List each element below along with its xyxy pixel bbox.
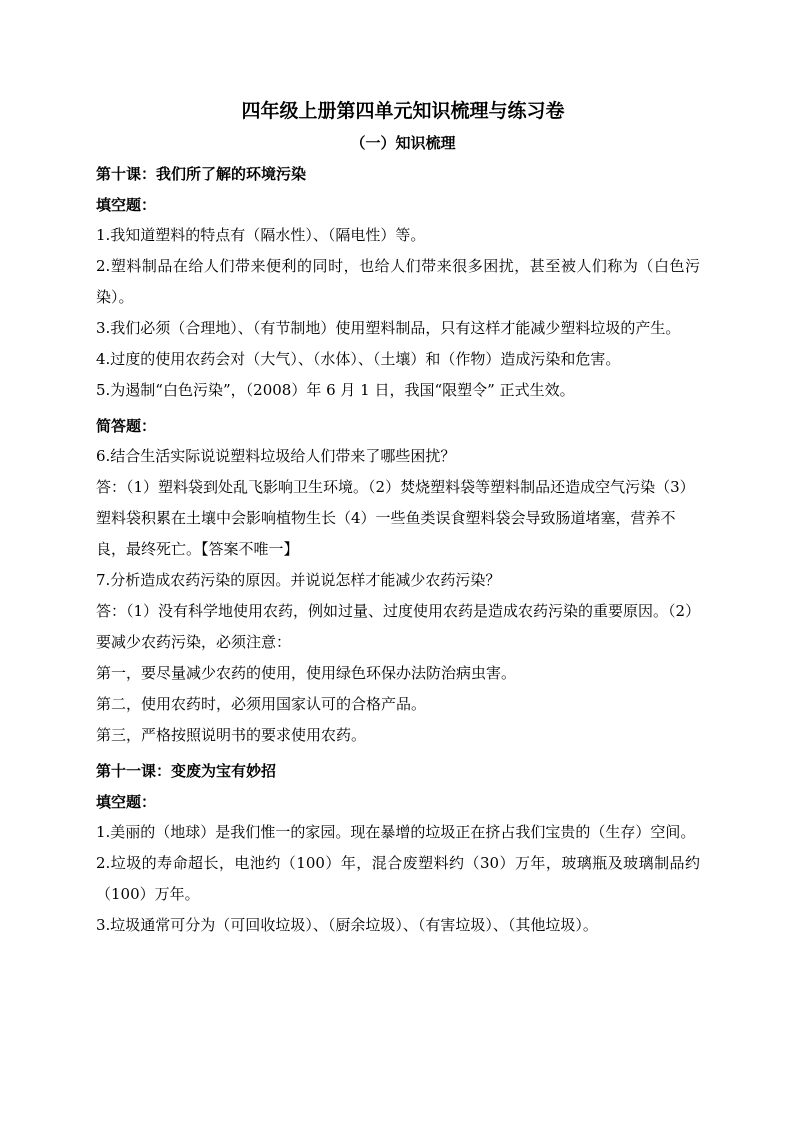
- lesson-10-fill-label: 填空题：: [96, 196, 157, 214]
- lesson-10-heading: 第十课：我们所了解的环境污染: [96, 165, 307, 183]
- lesson-10-short-answer-label: 简答题：: [96, 417, 157, 435]
- answer-7-part-2: 第一，要尽量减少农药的使用，使用绿色环保办法防治病虫害。: [96, 664, 517, 682]
- lesson-10-fill-item-1: 1.我知道塑料的特点有（隔水性）、（隔电性）等。: [96, 226, 426, 244]
- question-7: 7.分析造成农药污染的原因。并说说怎样才能减少农药污染？: [96, 571, 501, 589]
- document-body: [96, 98, 700, 941]
- answer-7-part-4: 第三，严格按照说明书的要求使用农药。: [96, 726, 367, 744]
- lesson-10-fill-item-3: 3.我们必须（合理地）、（有节制地）使用塑料制品，只有这样才能减少塑料垃圾的产生。: [96, 319, 681, 337]
- answer-7-part-3: 第二，使用农药时，必须用国家认可的合格产品。: [96, 695, 427, 713]
- answer-7-part-1: 答：（1）没有科学地使用农药，例如过量、过度使用农药是造成农药污染的重要原因。（2）要减少农药污染，必须注意：: [96, 602, 693, 651]
- page-subtitle: （一）知识梳理: [350, 134, 456, 152]
- lesson-11-fill-item-2: 2.垃圾的寿命超长，电池约（100）年，混合废塑料约（30）万年，玻璃瓶及玻璃制品约（100）万年。: [96, 854, 700, 903]
- lesson-11-heading: 第十一课：变废为宝有妙招: [96, 762, 277, 780]
- lesson-11-fill-item-3: 3.垃圾通常可分为（可回收垃圾）、（厨余垃圾）、（有害垃圾）、（其他垃圾）。: [96, 916, 598, 934]
- lesson-11-fill-label: 填空题：: [96, 793, 157, 811]
- lesson-10-fill-item-5: 5.为遏制“白色污染”，（2008）年 6 月 1 日，我国“限塑令” 正式生效。: [96, 381, 575, 399]
- answer-6: 答：（1）塑料袋到处乱飞影响卫生环境。（2）焚烧塑料袋等塑料制品还造成空气污染（3）塑料袋积累在土壤中会影响植物生长（4）一些鱼类误食塑料袋会导致肠道堵塞，营养不良，最终死亡。【答案不唯一】: [96, 478, 695, 558]
- lesson-10-fill-item-4: 4.过度的使用农药会对（大气）、（水体）、（土壤）和（作物）造成污染和危害。: [96, 350, 621, 368]
- page-title: 四年级上册第四单元知识梳理与练习卷: [241, 100, 565, 122]
- lesson-11-fill-item-1: 1.美丽的（地球）是我们惟一的家园。现在暴增的垃圾正在挤占我们宝贵的（生存）空间。: [96, 823, 696, 841]
- lesson-10-fill-item-2: 2.塑料制品在给人们带来便利的同时，也给人们带来很多困扰，甚至被人们称为（白色污染）。: [96, 257, 700, 306]
- question-6: 6.结合生活实际说说塑料垃圾给人们带来了哪些困扰？: [96, 447, 456, 465]
